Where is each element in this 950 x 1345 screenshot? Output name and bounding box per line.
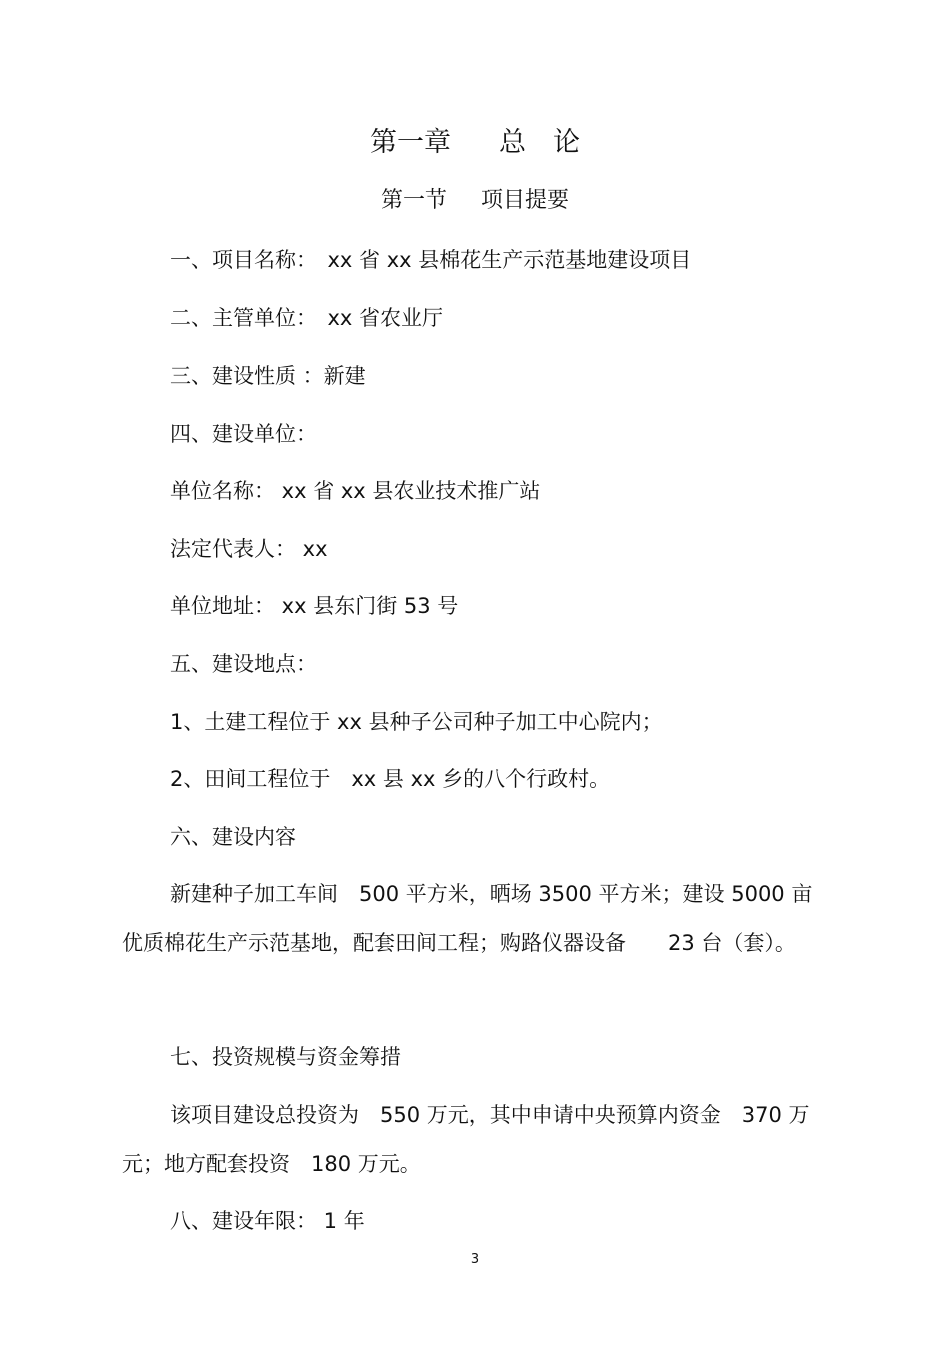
unit-name-line: 单位名称： xx 省 xx 县农业技术推广站 xyxy=(170,479,541,503)
content-paragraph-line-2: 优质棉花生产示范基地，配套田间工程；购路仪器设备 23 台（套）。 xyxy=(122,931,796,955)
construction-nature-line: 三、建设性质 ：新建 xyxy=(170,364,366,388)
site-item-1: 1、土建工程位于 xx 县种子公司种子加工中心院内； xyxy=(170,710,663,734)
supervising-unit-line: 二、主管单位： xx 省农业厅 xyxy=(170,306,444,330)
section-number: 第一节 xyxy=(380,188,447,213)
investment-paragraph-line-2: 元；地方配套投资 180 万元。 xyxy=(122,1152,421,1176)
construction-period-line: 八、建设年限： 1 年 xyxy=(170,1209,365,1233)
page-number: 3 xyxy=(470,1252,480,1267)
investment-paragraph-line-1: 该项目建设总投资为 550 万元，其中申请中央预算内资金 370 万 xyxy=(170,1103,810,1127)
legal-representative-line: 法定代表人： xx xyxy=(170,537,328,561)
section-heading xyxy=(0,186,950,216)
chapter-title: 总 论 xyxy=(499,127,580,158)
construction-content-heading: 六、建设内容 xyxy=(170,825,296,849)
investment-heading: 七、投资规模与资金筹措 xyxy=(170,1045,401,1069)
unit-address-line: 单位地址： xx 县东门街 53 号 xyxy=(170,594,459,618)
construction-unit-heading: 四、建设单位： xyxy=(170,422,317,446)
chapter-number: 第一章 xyxy=(370,127,451,158)
chapter-heading xyxy=(0,126,950,160)
content-paragraph-line-1: 新建种子加工车间 500 平方米，晒场 3500 平方米；建设 5000 亩 xyxy=(170,882,813,906)
site-item-2: 2、田间工程位于 xx 县 xx 乡的八个行政村。 xyxy=(170,767,611,791)
section-title: 项目提要 xyxy=(481,188,570,213)
construction-site-heading: 五、建设地点： xyxy=(170,652,317,676)
project-name-line: 一、项目名称： xx 省 xx 县棉花生产示范基地建设项目 xyxy=(170,248,692,272)
